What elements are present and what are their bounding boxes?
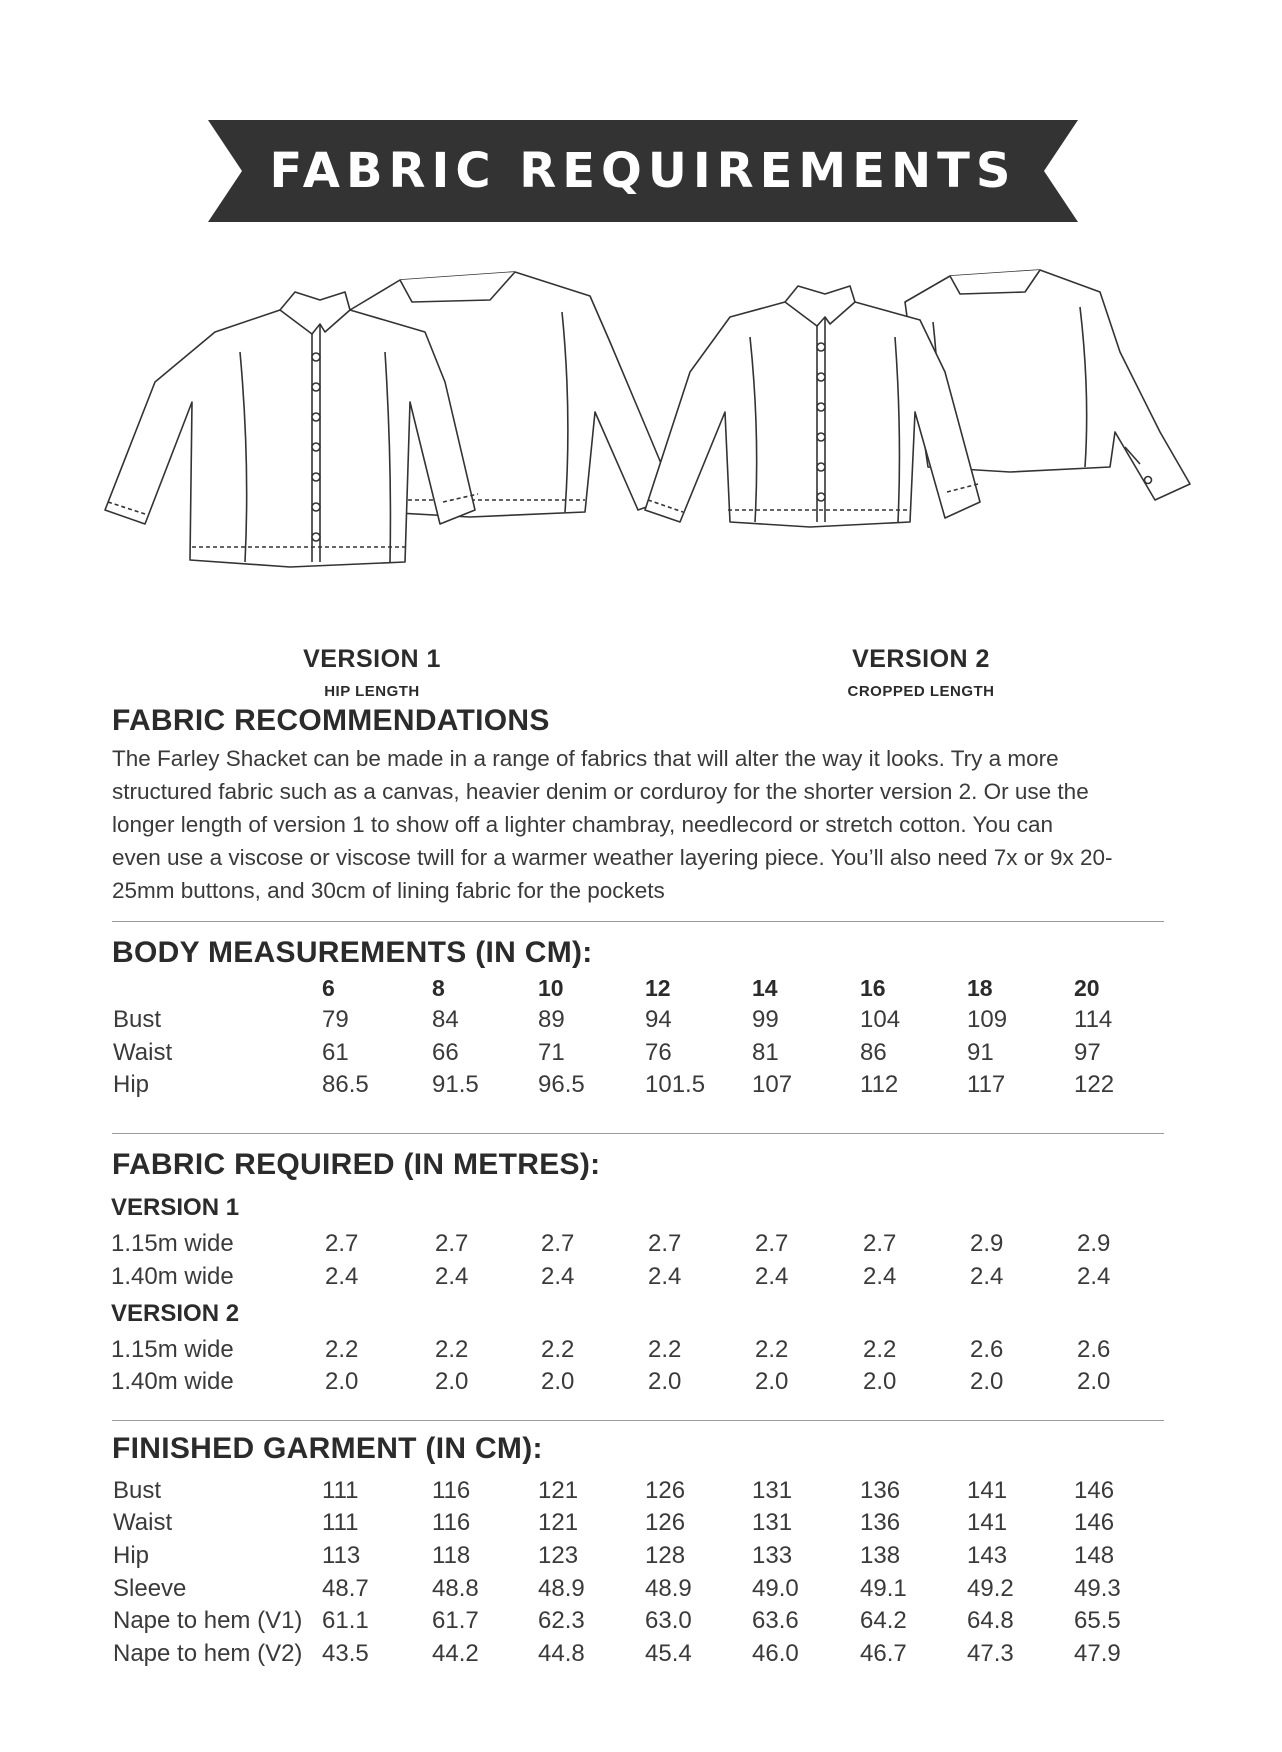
table-cell: 136 xyxy=(860,1477,901,1504)
table-cell: 2.2 xyxy=(435,1336,469,1363)
recommendation-line: longer length of version 1 to show off a lighter chambray, needlecord or stretch cotton. You can xyxy=(112,812,1053,837)
table-cell: 2.7 xyxy=(435,1230,469,1257)
table-cell: 101.5 xyxy=(645,1071,706,1098)
size-header: 10 xyxy=(538,975,564,1001)
table-cell: 2.0 xyxy=(863,1368,897,1395)
table-cell: 113 xyxy=(322,1542,361,1569)
version1-title: VERSION 1 xyxy=(303,645,441,673)
table-cell: 2.4 xyxy=(325,1263,359,1290)
table-cell: 2.2 xyxy=(325,1336,359,1363)
fabric-recommendations-heading: FABRIC RECOMMENDATIONS xyxy=(112,704,550,737)
table-cell: 2.7 xyxy=(755,1230,789,1257)
table-cell: 141 xyxy=(967,1509,1008,1536)
row-label: Nape to hem (V1) xyxy=(113,1607,303,1634)
table-cell: 91.5 xyxy=(432,1071,479,1098)
table-cell: 2.2 xyxy=(648,1336,682,1363)
row-label: Nape to hem (V2) xyxy=(113,1640,303,1667)
table-cell: 121 xyxy=(538,1509,579,1536)
table-cell: 71 xyxy=(538,1039,565,1066)
table-cell: 89 xyxy=(538,1006,565,1033)
version2-title: VERSION 2 xyxy=(852,645,990,673)
divider xyxy=(112,1133,1164,1134)
table-cell: 64.2 xyxy=(860,1607,907,1634)
table-cell: 46.7 xyxy=(860,1640,907,1667)
row-label: Hip xyxy=(113,1542,150,1569)
fabric-required-heading: FABRIC REQUIRED (IN METRES): xyxy=(112,1148,601,1181)
table-cell: 86 xyxy=(860,1039,887,1066)
row-label: Bust xyxy=(113,1477,162,1504)
row-label: Waist xyxy=(113,1509,173,1536)
table-cell: 46.0 xyxy=(752,1640,799,1667)
table-cell: 84 xyxy=(432,1006,459,1033)
page-title: FABRIC REQUIREMENTS xyxy=(269,143,1017,199)
table-cell: 136 xyxy=(860,1509,901,1536)
row-label: Sleeve xyxy=(113,1575,187,1602)
row-label: 1.15m wide xyxy=(111,1230,234,1257)
table-cell: 48.9 xyxy=(645,1575,692,1602)
table-cell: 128 xyxy=(645,1542,686,1569)
table-cell: 2.4 xyxy=(755,1263,789,1290)
version1-front-illustration xyxy=(105,292,478,567)
table-cell: 2.2 xyxy=(541,1336,575,1363)
table-cell: 2.4 xyxy=(1077,1263,1111,1290)
table-cell: 61.1 xyxy=(322,1607,369,1634)
table-cell: 112 xyxy=(860,1071,899,1098)
row-label: Bust xyxy=(113,1006,162,1033)
table-cell: 146 xyxy=(1074,1477,1115,1504)
row-label: 1.15m wide xyxy=(111,1336,234,1363)
table-cell: 2.7 xyxy=(863,1230,897,1257)
table-cell: 2.0 xyxy=(1077,1368,1111,1395)
table-cell: 47.3 xyxy=(967,1640,1014,1667)
garment-illustrations xyxy=(50,262,1240,572)
table-cell: 2.9 xyxy=(1077,1230,1111,1257)
table-cell: 117 xyxy=(967,1071,1006,1098)
recommendation-line: even use a viscose or viscose twill for a warmer weather layering piece. You’ll also need 7x or 9x 20- xyxy=(112,845,1113,870)
row-label: Hip xyxy=(113,1071,150,1098)
table-cell: 2.6 xyxy=(970,1336,1004,1363)
table-cell: 62.3 xyxy=(538,1607,585,1634)
table-cell: 109 xyxy=(967,1006,1008,1033)
table-cell: 99 xyxy=(752,1006,779,1033)
table-cell: 49.1 xyxy=(860,1575,907,1602)
table-cell: 2.0 xyxy=(435,1368,469,1395)
size-header: 18 xyxy=(967,975,993,1001)
table-cell: 2.0 xyxy=(541,1368,575,1395)
recommendation-line: 25mm buttons, and 30cm of lining fabric for the pockets xyxy=(112,878,665,903)
table-cell: 116 xyxy=(432,1477,471,1504)
table-cell: 48.9 xyxy=(538,1575,585,1602)
table-cell: 61 xyxy=(322,1039,349,1066)
divider xyxy=(112,1420,1164,1421)
table-cell: 63.6 xyxy=(752,1607,799,1634)
finished-garment-heading: FINISHED GARMENT (IN CM): xyxy=(112,1432,543,1465)
table-cell: 81 xyxy=(752,1039,779,1066)
table-cell: 121 xyxy=(538,1477,579,1504)
table-cell: 122 xyxy=(1074,1071,1115,1098)
version2-subtitle: CROPPED LENGTH xyxy=(847,683,995,700)
table-cell: 131 xyxy=(752,1477,793,1504)
table-cell: 141 xyxy=(967,1477,1008,1504)
table-cell: 2.4 xyxy=(541,1263,575,1290)
version-group-title: VERSION 1 xyxy=(111,1194,240,1221)
table-cell: 2.2 xyxy=(755,1336,789,1363)
table-cell: 91 xyxy=(967,1039,994,1066)
row-label: 1.40m wide xyxy=(111,1263,234,1290)
table-cell: 2.7 xyxy=(325,1230,359,1257)
table-cell: 47.9 xyxy=(1074,1640,1121,1667)
table-cell: 114 xyxy=(1074,1006,1113,1033)
table-cell: 104 xyxy=(860,1006,901,1033)
table-cell: 79 xyxy=(322,1006,349,1033)
table-cell: 2.0 xyxy=(325,1368,359,1395)
table-cell: 118 xyxy=(432,1542,471,1569)
table-cell: 111 xyxy=(322,1509,359,1536)
table-cell: 2.0 xyxy=(755,1368,789,1395)
size-header: 20 xyxy=(1074,975,1100,1001)
table-cell: 148 xyxy=(1074,1542,1115,1569)
table-cell: 2.0 xyxy=(648,1368,682,1395)
table-cell: 96.5 xyxy=(538,1071,585,1098)
table-cell: 49.3 xyxy=(1074,1575,1121,1602)
table-cell: 123 xyxy=(538,1542,579,1569)
table-cell: 146 xyxy=(1074,1509,1115,1536)
table-cell: 131 xyxy=(752,1509,793,1536)
table-cell: 2.4 xyxy=(648,1263,682,1290)
table-cell: 45.4 xyxy=(645,1640,692,1667)
table-cell: 2.4 xyxy=(435,1263,469,1290)
table-cell: 126 xyxy=(645,1477,686,1504)
table-cell: 63.0 xyxy=(645,1607,692,1634)
table-cell: 2.6 xyxy=(1077,1336,1111,1363)
table-cell: 138 xyxy=(860,1542,901,1569)
size-header: 6 xyxy=(322,975,335,1001)
recommendation-line: The Farley Shacket can be made in a range of fabrics that will alter the way it looks. Try a more xyxy=(112,746,1059,771)
row-label: 1.40m wide xyxy=(111,1368,234,1395)
table-cell: 44.8 xyxy=(538,1640,585,1667)
table-cell: 49.2 xyxy=(967,1575,1014,1602)
size-header: 12 xyxy=(645,975,671,1001)
version-group-title: VERSION 2 xyxy=(111,1300,240,1327)
recommendation-line: structured fabric such as a canvas, heavier denim or corduroy for the shorter version 2. Or use the xyxy=(112,779,1089,804)
table-cell: 2.4 xyxy=(970,1263,1004,1290)
fabric-recommendations-text xyxy=(112,742,1162,907)
table-cell: 2.9 xyxy=(970,1230,1004,1257)
table-cell: 66 xyxy=(432,1039,459,1066)
table-cell: 2.2 xyxy=(863,1336,897,1363)
table-cell: 48.8 xyxy=(432,1575,479,1602)
row-label: Waist xyxy=(113,1039,173,1066)
table-cell: 111 xyxy=(322,1477,359,1504)
table-cell: 107 xyxy=(752,1071,793,1098)
title-banner xyxy=(208,120,1078,222)
divider xyxy=(112,921,1164,922)
table-cell: 48.7 xyxy=(322,1575,369,1602)
table-cell: 76 xyxy=(645,1039,672,1066)
table-cell: 2.0 xyxy=(970,1368,1004,1395)
table-cell: 43.5 xyxy=(322,1640,369,1667)
table-cell: 2.4 xyxy=(863,1263,897,1290)
table-cell: 2.7 xyxy=(541,1230,575,1257)
size-header: 8 xyxy=(432,975,445,1001)
table-cell: 133 xyxy=(752,1542,793,1569)
table-cell: 44.2 xyxy=(432,1640,479,1667)
table-cell: 97 xyxy=(1074,1039,1101,1066)
table-cell: 126 xyxy=(645,1509,686,1536)
body-measurements-heading: BODY MEASUREMENTS (IN CM): xyxy=(112,936,593,969)
size-header: 16 xyxy=(860,975,886,1001)
table-cell: 2.7 xyxy=(648,1230,682,1257)
table-cell: 116 xyxy=(432,1509,471,1536)
size-header: 14 xyxy=(752,975,778,1001)
table-cell: 86.5 xyxy=(322,1071,369,1098)
table-cell: 143 xyxy=(967,1542,1008,1569)
table-cell: 94 xyxy=(645,1006,672,1033)
table-cell: 49.0 xyxy=(752,1575,799,1602)
table-cell: 61.7 xyxy=(432,1607,479,1634)
table-cell: 65.5 xyxy=(1074,1607,1121,1634)
version1-subtitle: HIP LENGTH xyxy=(324,683,420,700)
table-cell: 64.8 xyxy=(967,1607,1014,1634)
